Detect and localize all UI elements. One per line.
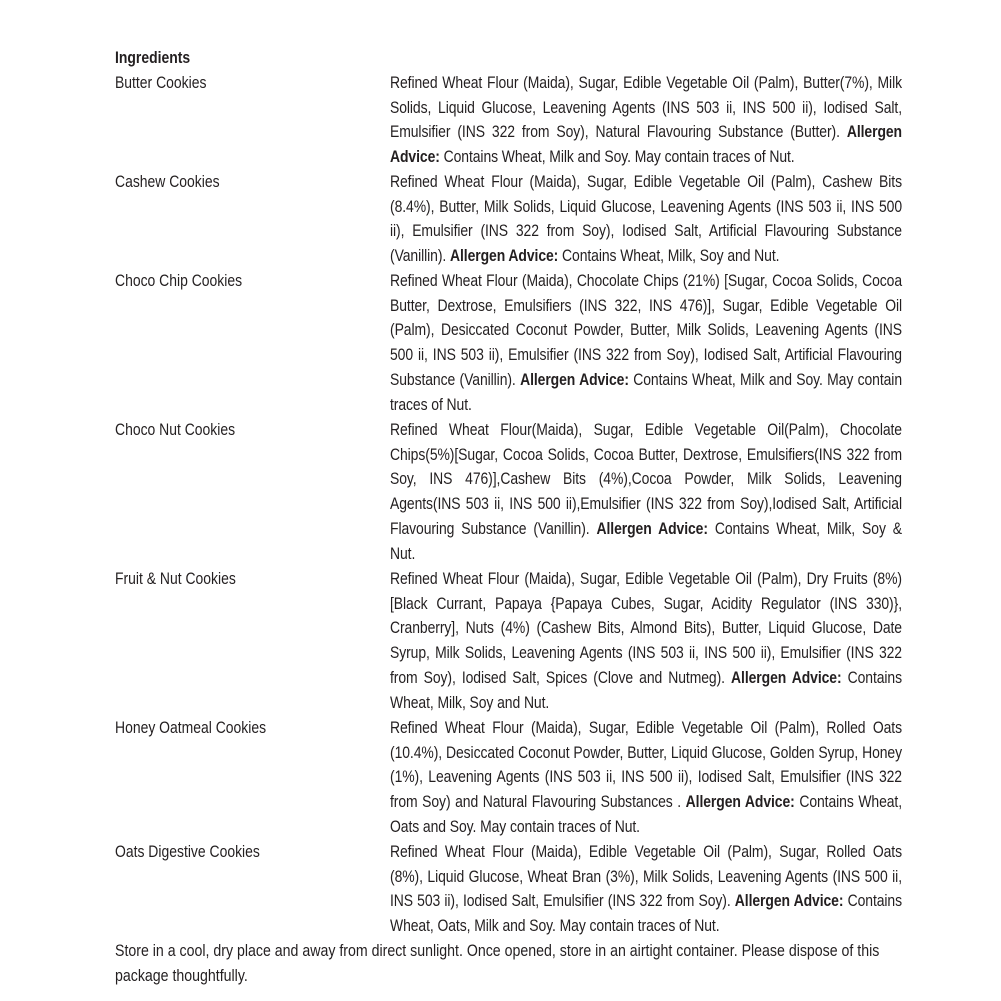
allergen-text: Contains Wheat, Milk, Soy and Nut.	[562, 246, 780, 266]
ingredients-heading: Ingredients	[115, 48, 191, 67]
product-row-honey-oatmeal-cookies	[115, 716, 902, 840]
product-ingredients: Refined Wheat Flour (Maida), Sugar, Edible Vegetable Oil (Palm), Cashew Bits (8.4%), Butter, Milk Solids, Liquid Glucose, Leavening Agents (INS 503 ii, INS 500 ii), Emulsifier (INS 322 from Soy), Iodised Salt, Artificial Flavouring Substance (Vanillin). Allergen Advice: Contains Wheat, Milk, Soy and Nut.	[390, 171, 902, 266]
allergen-text: Contains Wheat, Milk, Soy & Nut.	[390, 518, 903, 563]
product-row-cashew-cookies	[115, 170, 902, 269]
storage-note: Store in a cool, dry place and away from direct sunlight. Once opened, store in an airtight container. Please dispose of this package thoughtfully.	[115, 940, 880, 985]
allergen-text: Contains Wheat, Milk and Soy. May contain traces of Nut.	[390, 369, 903, 414]
product-ingredients: Refined Wheat Flour (Maida), Sugar, Edible Vegetable Oil (Palm), Dry Fruits (8%) [Black Currant, Papaya {Papaya Cubes, Sugar, Acidity Regulator (INS 330)}, Cranberry], Nuts (4%) (Cashew Bits, Almond Bits), Butter, Liquid Glucose, Date Syrup, Milk Solids, Leavening Agents (INS 503 ii, INS 500 ii), Emulsifier (INS 322 from Soy), Iodised Salt, Spices (Clove and Nutmeg). Allergen Advice: Contains Wheat, Milk, Soy and Nut.	[390, 568, 903, 712]
product-row-choco-nut-cookies	[115, 418, 902, 567]
product-name: Choco Chip Cookies	[115, 270, 243, 290]
allergen-text: Contains Wheat, Milk, Soy and Nut.	[390, 667, 903, 712]
product-row-butter-cookies	[115, 71, 902, 170]
allergen-label: Allergen Advice:	[731, 667, 842, 687]
allergen-label: Allergen Advice:	[685, 792, 795, 812]
product-ingredients: Refined Wheat Flour (Maida), Sugar, Edible Vegetable Oil (Palm), Rolled Oats (10.4%), Desiccated Coconut Powder, Butter, Liquid Glucose, Golden Syrup, Honey (1%), Leavening Agents (INS 503 ii, INS 500 ii), Iodised Salt, Emulsifier (INS 322 from Soy) and Natural Flavouring Substances . Allergen Advice: Contains Wheat, Oats and Soy. May contain traces of Nut.	[390, 717, 903, 836]
product-row-choco-chip-cookies	[115, 269, 902, 418]
allergen-label: Allergen Advice:	[734, 891, 844, 911]
allergen-label: Allergen Advice:	[520, 369, 629, 389]
product-row-fruit-nut-cookies	[115, 567, 902, 716]
product-name: Honey Oatmeal Cookies	[115, 717, 267, 737]
product-name: Cashew Cookies	[115, 171, 220, 191]
allergen-text: Contains Wheat, Oats, Milk and Soy. May contain traces of Nut.	[390, 891, 903, 936]
allergen-label: Allergen Advice:	[449, 246, 559, 266]
allergen-label: Allergen Advice:	[390, 122, 902, 167]
product-row-oats-digestive-cookies	[115, 840, 902, 939]
allergen-text: Contains Wheat, Milk and Soy. May contain traces of Nut.	[443, 147, 795, 167]
product-ingredients: Refined Wheat Flour(Maida), Sugar, Edible Vegetable Oil(Palm), Chocolate Chips(5%)[Sugar, Cocoa Solids, Cocoa Butter, Dextrose, Emulsifiers(INS 322 from Soy, INS 476)],Cashew Bits (4%),Cocoa Powder, Milk Solids, Leavening Agents(INS 503 ii, INS 500 ii),Emulsifier (INS 322 from Soy),Iodised Salt, Artificial Flavouring Substance (Vanillin). Allergen Advice: Contains Wheat, Milk, Soy & Nut.	[390, 419, 903, 563]
allergen-label: Allergen Advice:	[596, 518, 708, 538]
product-name: Fruit & Nut Cookies	[115, 568, 236, 588]
product-name: Choco Nut Cookies	[115, 419, 236, 439]
product-ingredients: Refined Wheat Flour (Maida), Chocolate Chips (21%) [Sugar, Cocoa Solids, Cocoa Butter, Dextrose, Emulsifiers (INS 322, INS 476)], Sugar, Edible Vegetable Oil (Palm), Desiccated Coconut Powder, Butter, Milk Solids, Leavening Agents (INS 500 ii, INS 503 ii), Emulsifier (INS 322 from Soy), Iodised Salt, Artificial Flavouring Substance (Vanillin). Allergen Advice: Contains Wheat, Milk and Soy. May contain traces of Nut.	[390, 270, 903, 414]
ingredients-document	[115, 46, 902, 988]
product-ingredients: Refined Wheat Flour (Maida), Sugar, Edible Vegetable Oil (Palm), Butter(7%), Milk Solids, Liquid Glucose, Leavening Agents (INS 503 ii, INS 500 ii), Iodised Salt, Emulsifier (INS 322 from Soy), Natural Flavouring Substance (Butter). Allergen Advice: Contains Wheat, Milk and Soy. May contain traces of Nut.	[390, 72, 902, 167]
allergen-text: Contains Wheat, Oats and Soy. May contain traces of Nut.	[390, 792, 903, 836]
product-name: Oats Digestive Cookies	[115, 841, 260, 861]
product-name: Butter Cookies	[115, 72, 207, 92]
product-ingredients: Refined Wheat Flour (Maida), Edible Vegetable Oil (Palm), Sugar, Rolled Oats (8%), Liquid Glucose, Wheat Bran (3%), Milk Solids, Leavening Agents (INS 500 ii, INS 503 ii), Iodised Salt, Emulsifier (INS 322 from Soy). Allergen Advice: Contains Wheat, Oats, Milk and Soy. May contain traces of Nut.	[390, 841, 903, 936]
